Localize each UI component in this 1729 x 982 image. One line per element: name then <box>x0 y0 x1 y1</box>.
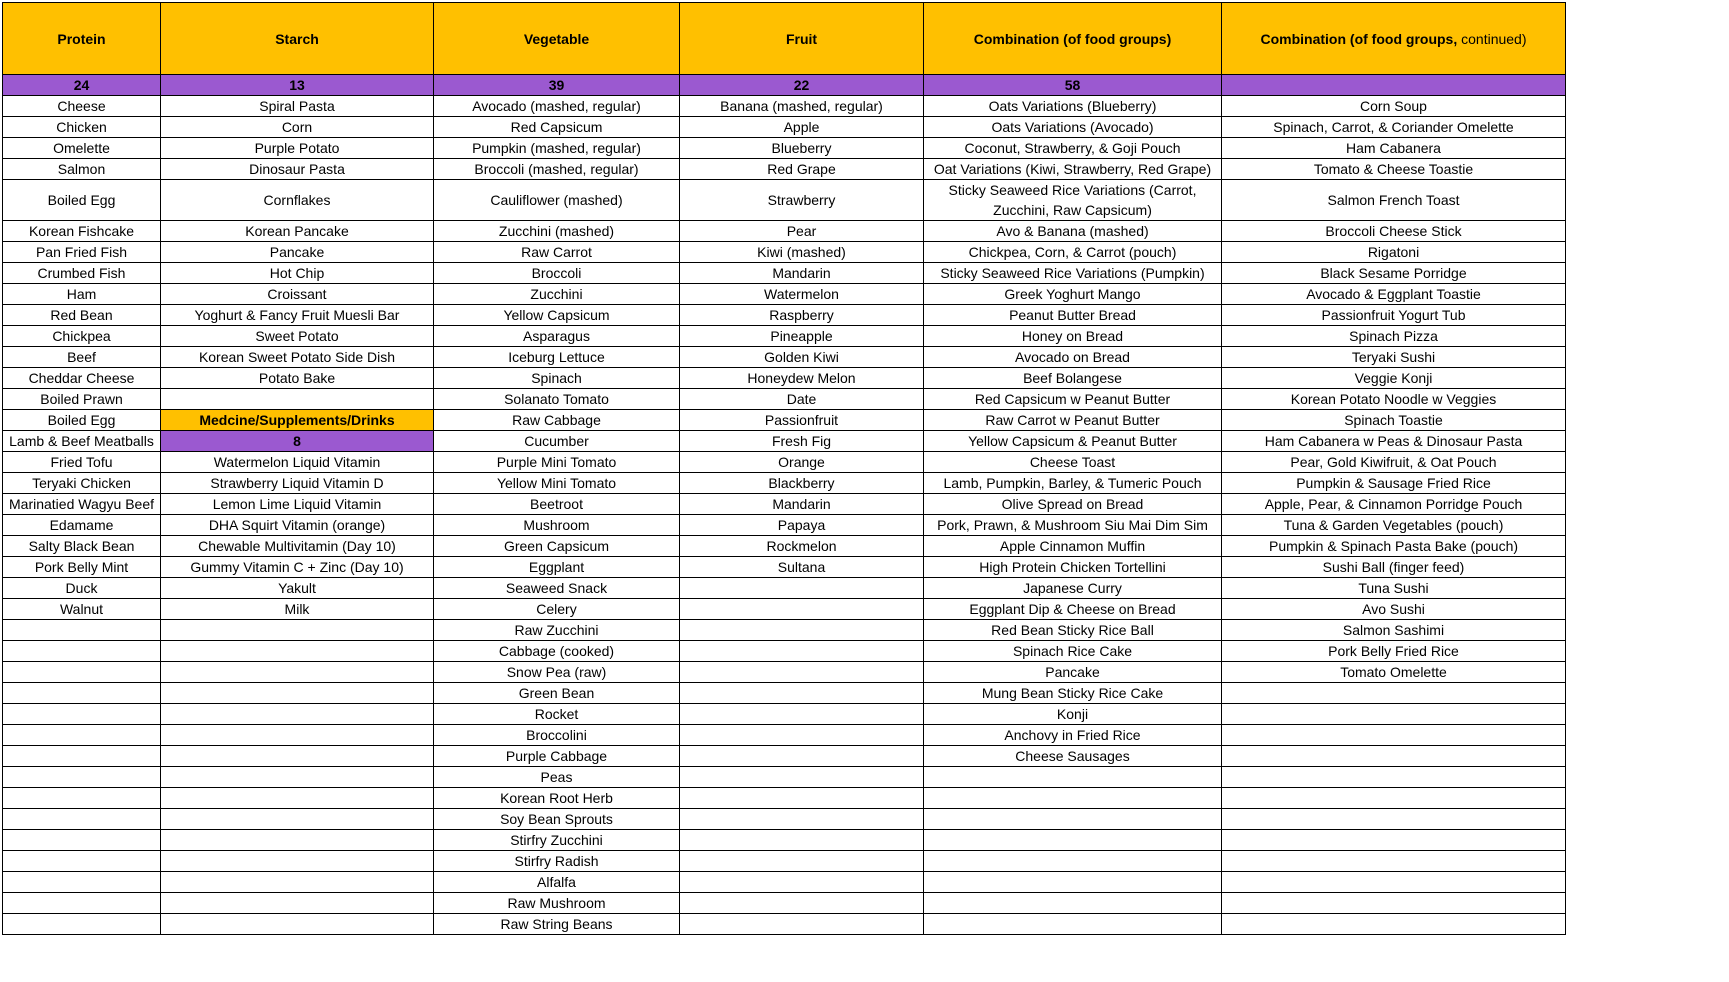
table-row <box>3 326 1566 347</box>
cell-combo[interactable]: Cheese Toast <box>924 452 1222 473</box>
cell-starch[interactable]: Spiral Pasta <box>161 96 434 117</box>
cell-vegetable[interactable]: Broccoli (mashed, regular) <box>434 159 680 180</box>
cell-combo2[interactable] <box>1222 851 1566 872</box>
cell-protein[interactable]: Chicken <box>3 117 161 138</box>
header-combination-continued[interactable] <box>1222 3 1566 75</box>
cell-combo2[interactable] <box>1222 746 1566 767</box>
cell-combo2[interactable]: Broccoli Cheese Stick <box>1222 221 1566 242</box>
cell-combo2[interactable]: Spinach Toastie <box>1222 410 1566 431</box>
cell-starch[interactable]: Sweet Potato <box>161 326 434 347</box>
cell-supplements[interactable]: DHA Squirt Vitamin (orange) <box>161 515 434 536</box>
table-row <box>3 788 1566 809</box>
cell-fruit[interactable]: Watermelon <box>680 284 924 305</box>
table-row <box>3 578 1566 599</box>
cell-vegetable[interactable]: Broccolini <box>434 725 680 746</box>
cell-combo2[interactable] <box>1222 809 1566 830</box>
cell-vegetable[interactable]: Beetroot <box>434 494 680 515</box>
cell-combo2[interactable]: Ham Cabanera <box>1222 138 1566 159</box>
cell-vegetable[interactable]: Yellow Capsicum <box>434 305 680 326</box>
cell-combo[interactable]: Yellow Capsicum & Peanut Butter <box>924 431 1222 452</box>
cell-protein[interactable]: Boiled Egg <box>3 180 161 221</box>
supplements-header[interactable]: Medcine/Supplements/Drinks <box>161 410 434 431</box>
table-row <box>3 347 1566 368</box>
cell-combo2[interactable]: Passionfruit Yogurt Tub <box>1222 305 1566 326</box>
cell-fruit[interactable]: Sultana <box>680 557 924 578</box>
cell-fruit[interactable]: Date <box>680 389 924 410</box>
cell-fruit[interactable]: Banana (mashed, regular) <box>680 96 924 117</box>
table-row <box>3 620 1566 641</box>
cell-vegetable[interactable]: Purple Cabbage <box>434 746 680 767</box>
cell-fruit[interactable]: Orange <box>680 452 924 473</box>
cell-protein[interactable]: Marinatied Wagyu Beef <box>3 494 161 515</box>
cell-protein[interactable]: Crumbed Fish <box>3 263 161 284</box>
cell-starch[interactable] <box>161 389 434 410</box>
cell-combo2[interactable]: Spinach Pizza <box>1222 326 1566 347</box>
table-row <box>3 683 1566 704</box>
cell-vegetable[interactable]: Korean Root Herb <box>434 788 680 809</box>
cell-combo2[interactable]: Salmon Sashimi <box>1222 620 1566 641</box>
cell-starch[interactable]: Croissant <box>161 284 434 305</box>
cell-starch[interactable]: Potato Bake <box>161 368 434 389</box>
cell-combo[interactable]: Oat Variations (Kiwi, Strawberry, Red Grape) <box>924 159 1222 180</box>
cell-combo[interactable]: Greek Yoghurt Mango <box>924 284 1222 305</box>
cell-fruit[interactable]: Fresh Fig <box>680 431 924 452</box>
cell-protein[interactable]: Walnut <box>3 599 161 620</box>
cell-combo2[interactable]: Korean Potato Noodle w Veggies <box>1222 389 1566 410</box>
header-protein[interactable]: Protein <box>3 3 161 75</box>
cell-combo2[interactable]: Pumpkin & Spinach Pasta Bake (pouch) <box>1222 536 1566 557</box>
cell-fruit[interactable] <box>680 893 924 914</box>
cell-combo[interactable]: Coconut, Strawberry, & Goji Pouch <box>924 138 1222 159</box>
cell-starch[interactable] <box>161 788 434 809</box>
cell-vegetable[interactable]: Celery <box>434 599 680 620</box>
cell-protein[interactable]: Salty Black Bean <box>3 536 161 557</box>
food-groups-table <box>2 2 1566 935</box>
cell-fruit[interactable]: Golden Kiwi <box>680 347 924 368</box>
cell-fruit[interactable] <box>680 830 924 851</box>
cell-combo[interactable] <box>924 788 1222 809</box>
cell-combo2[interactable]: Tuna & Garden Vegetables (pouch) <box>1222 515 1566 536</box>
cell-combo[interactable]: Honey on Bread <box>924 326 1222 347</box>
table-row <box>3 746 1566 767</box>
cell-supplements[interactable]: Milk <box>161 599 434 620</box>
cell-starch[interactable] <box>161 830 434 851</box>
cell-protein[interactable]: Boiled Prawn <box>3 389 161 410</box>
cell-combo2[interactable] <box>1222 893 1566 914</box>
cell-combo[interactable]: Avocado on Bread <box>924 347 1222 368</box>
cell-vegetable[interactable]: Stirfry Radish <box>434 851 680 872</box>
cell-vegetable[interactable]: Raw Zucchini <box>434 620 680 641</box>
cell-combo2[interactable] <box>1222 704 1566 725</box>
cell-combo2[interactable]: Tuna Sushi <box>1222 578 1566 599</box>
cell-vegetable[interactable]: Pumpkin (mashed, regular) <box>434 138 680 159</box>
cell-combo2[interactable]: Veggie Konji <box>1222 368 1566 389</box>
cell-combo[interactable]: Pork, Prawn, & Mushroom Siu Mai Dim Sim <box>924 515 1222 536</box>
cell-fruit[interactable]: Strawberry <box>680 180 924 221</box>
cell-fruit[interactable]: Papaya <box>680 515 924 536</box>
cell-starch[interactable]: Corn <box>161 117 434 138</box>
cell-supplements[interactable]: Gummy Vitamin C + Zinc (Day 10) <box>161 557 434 578</box>
cell-combo[interactable]: Konji <box>924 704 1222 725</box>
cell-protein[interactable] <box>3 725 161 746</box>
cell-starch[interactable] <box>161 620 434 641</box>
cell-vegetable[interactable]: Red Capsicum <box>434 117 680 138</box>
cell-fruit[interactable]: Apple <box>680 117 924 138</box>
table-row <box>3 305 1566 326</box>
cell-protein[interactable] <box>3 851 161 872</box>
cell-combo[interactable] <box>924 893 1222 914</box>
table-row <box>3 410 1566 431</box>
cell-supplements[interactable]: Chewable Multivitamin (Day 10) <box>161 536 434 557</box>
cell-combo[interactable] <box>924 872 1222 893</box>
count-protein[interactable]: 24 <box>3 75 161 96</box>
cell-combo2[interactable]: Rigatoni <box>1222 242 1566 263</box>
cell-combo[interactable]: Anchovy in Fried Rice <box>924 725 1222 746</box>
cell-protein[interactable] <box>3 767 161 788</box>
cell-vegetable[interactable]: Stirfry Zucchini <box>434 830 680 851</box>
cell-fruit[interactable] <box>680 788 924 809</box>
cell-vegetable[interactable]: Zucchini <box>434 284 680 305</box>
cell-combo[interactable] <box>924 914 1222 935</box>
cell-combo2[interactable]: Corn Soup <box>1222 96 1566 117</box>
table-row <box>3 221 1566 242</box>
cell-combo2[interactable]: Salmon French Toast <box>1222 180 1566 221</box>
cell-fruit[interactable] <box>680 767 924 788</box>
cell-starch[interactable]: Dinosaur Pasta <box>161 159 434 180</box>
cell-starch[interactable]: Cornflakes <box>161 180 434 221</box>
cell-vegetable[interactable]: Rocket <box>434 704 680 725</box>
table-row <box>3 284 1566 305</box>
cell-vegetable[interactable]: Alfalfa <box>434 872 680 893</box>
cell-vegetable[interactable]: Yellow Mini Tomato <box>434 473 680 494</box>
cell-protein[interactable]: Cheddar Cheese <box>3 368 161 389</box>
cell-combo[interactable] <box>924 851 1222 872</box>
cell-combo[interactable]: Red Bean Sticky Rice Ball <box>924 620 1222 641</box>
table-row <box>3 515 1566 536</box>
cell-vegetable[interactable]: Peas <box>434 767 680 788</box>
cell-combo2[interactable]: Pear, Gold Kiwifruit, & Oat Pouch <box>1222 452 1566 473</box>
cell-protein[interactable]: Salmon <box>3 159 161 180</box>
cell-protein[interactable]: Cheese <box>3 96 161 117</box>
count-row <box>3 75 1566 96</box>
cell-starch[interactable] <box>161 851 434 872</box>
cell-fruit[interactable] <box>680 746 924 767</box>
cell-vegetable[interactable]: Raw Carrot <box>434 242 680 263</box>
cell-combo[interactable]: Raw Carrot w Peanut Butter <box>924 410 1222 431</box>
cell-vegetable[interactable]: Raw Cabbage <box>434 410 680 431</box>
cell-starch[interactable] <box>161 914 434 935</box>
table-row <box>3 96 1566 117</box>
cell-combo2[interactable]: Tomato & Cheese Toastie <box>1222 159 1566 180</box>
table-row <box>3 389 1566 410</box>
cell-starch[interactable] <box>161 746 434 767</box>
cell-protein[interactable] <box>3 809 161 830</box>
cell-fruit[interactable] <box>680 620 924 641</box>
table-row <box>3 599 1566 620</box>
cell-vegetable[interactable]: Mushroom <box>434 515 680 536</box>
cell-vegetable[interactable]: Solanato Tomato <box>434 389 680 410</box>
cell-starch[interactable] <box>161 809 434 830</box>
count-combination[interactable]: 58 <box>924 75 1222 96</box>
table-row <box>3 159 1566 180</box>
cell-starch[interactable] <box>161 662 434 683</box>
cell-fruit[interactable] <box>680 704 924 725</box>
table-row <box>3 242 1566 263</box>
header-combination[interactable]: Combination (of food groups) <box>924 3 1222 75</box>
cell-fruit[interactable] <box>680 872 924 893</box>
cell-protein[interactable] <box>3 788 161 809</box>
cell-combo[interactable]: Sticky Seaweed Rice Variations (Carrot, Zucchini, Raw Capsicum) <box>924 180 1222 221</box>
cell-supplements[interactable]: Yakult <box>161 578 434 599</box>
cell-starch[interactable] <box>161 725 434 746</box>
cell-vegetable[interactable]: Green Capsicum <box>434 536 680 557</box>
cell-combo[interactable]: Mung Bean Sticky Rice Cake <box>924 683 1222 704</box>
cell-protein[interactable] <box>3 872 161 893</box>
cell-fruit[interactable] <box>680 578 924 599</box>
cell-protein[interactable]: Fried Tofu <box>3 452 161 473</box>
table-row <box>3 704 1566 725</box>
cell-fruit[interactable] <box>680 599 924 620</box>
header-vegetable[interactable]: Vegetable <box>434 3 680 75</box>
table-row <box>3 263 1566 284</box>
cell-combo2[interactable] <box>1222 788 1566 809</box>
cell-starch[interactable] <box>161 767 434 788</box>
table-row <box>3 809 1566 830</box>
cell-combo[interactable]: Red Capsicum w Peanut Butter <box>924 389 1222 410</box>
cell-fruit[interactable]: Honeydew Melon <box>680 368 924 389</box>
cell-fruit[interactable]: Mandarin <box>680 494 924 515</box>
cell-protein[interactable]: Korean Fishcake <box>3 221 161 242</box>
cell-combo[interactable] <box>924 830 1222 851</box>
table-row <box>3 557 1566 578</box>
cell-combo2[interactable] <box>1222 914 1566 935</box>
cell-fruit[interactable]: Raspberry <box>680 305 924 326</box>
cell-fruit[interactable]: Pineapple <box>680 326 924 347</box>
cell-fruit[interactable] <box>680 662 924 683</box>
cell-starch[interactable]: Hot Chip <box>161 263 434 284</box>
cell-combo[interactable]: Oats Variations (Blueberry) <box>924 96 1222 117</box>
table-row <box>3 662 1566 683</box>
table-row <box>3 914 1566 935</box>
cell-combo[interactable]: Beef Bolangese <box>924 368 1222 389</box>
cell-combo[interactable]: Eggplant Dip & Cheese on Bread <box>924 599 1222 620</box>
cell-vegetable[interactable]: Raw String Beans <box>434 914 680 935</box>
table-row <box>3 138 1566 159</box>
header-combination-continued-suffix: continued) <box>1457 30 1527 47</box>
cell-combo[interactable]: Spinach Rice Cake <box>924 641 1222 662</box>
header-starch[interactable]: Starch <box>161 3 434 75</box>
cell-fruit[interactable]: Blackberry <box>680 473 924 494</box>
cell-protein[interactable] <box>3 704 161 725</box>
table-row <box>3 431 1566 452</box>
cell-combo[interactable]: Chickpea, Corn, & Carrot (pouch) <box>924 242 1222 263</box>
cell-protein[interactable]: Edamame <box>3 515 161 536</box>
cell-vegetable[interactable]: Cauliflower (mashed) <box>434 180 680 221</box>
cell-fruit[interactable] <box>680 641 924 662</box>
cell-fruit[interactable]: Passionfruit <box>680 410 924 431</box>
table-row <box>3 767 1566 788</box>
table-row <box>3 851 1566 872</box>
cell-protein[interactable]: Omelette <box>3 138 161 159</box>
cell-combo[interactable]: High Protein Chicken Tortellini <box>924 557 1222 578</box>
cell-protein[interactable] <box>3 746 161 767</box>
cell-combo2[interactable]: Sushi Ball (finger feed) <box>1222 557 1566 578</box>
cell-starch[interactable] <box>161 872 434 893</box>
cell-combo2[interactable]: Avocado & Eggplant Toastie <box>1222 284 1566 305</box>
cell-protein[interactable]: Beef <box>3 347 161 368</box>
cell-vegetable[interactable]: Green Bean <box>434 683 680 704</box>
cell-vegetable[interactable]: Avocado (mashed, regular) <box>434 96 680 117</box>
cell-protein[interactable] <box>3 620 161 641</box>
cell-protein[interactable]: Red Bean <box>3 305 161 326</box>
table-row <box>3 368 1566 389</box>
cell-fruit[interactable] <box>680 809 924 830</box>
cell-combo2[interactable]: Pumpkin & Sausage Fried Rice <box>1222 473 1566 494</box>
table-row <box>3 641 1566 662</box>
count-starch[interactable]: 13 <box>161 75 434 96</box>
count-combination-continued[interactable] <box>1222 75 1566 96</box>
cell-vegetable[interactable]: Broccoli <box>434 263 680 284</box>
cell-combo[interactable] <box>924 809 1222 830</box>
cell-starch[interactable] <box>161 641 434 662</box>
cell-vegetable[interactable]: Asparagus <box>434 326 680 347</box>
cell-combo2[interactable] <box>1222 830 1566 851</box>
cell-protein[interactable] <box>3 893 161 914</box>
cell-vegetable[interactable]: Snow Pea (raw) <box>434 662 680 683</box>
cell-fruit[interactable] <box>680 683 924 704</box>
cell-combo[interactable] <box>924 767 1222 788</box>
cell-combo2[interactable]: Tomato Omelette <box>1222 662 1566 683</box>
cell-combo[interactable]: Olive Spread on Bread <box>924 494 1222 515</box>
cell-combo2[interactable]: Spinach, Carrot, & Coriander Omelette <box>1222 117 1566 138</box>
cell-combo2[interactable]: Black Sesame Porridge <box>1222 263 1566 284</box>
cell-vegetable[interactable]: Zucchini (mashed) <box>434 221 680 242</box>
cell-starch[interactable]: Korean Pancake <box>161 221 434 242</box>
count-fruit[interactable]: 22 <box>680 75 924 96</box>
cell-starch[interactable] <box>161 893 434 914</box>
table-row <box>3 494 1566 515</box>
cell-starch[interactable]: Pancake <box>161 242 434 263</box>
cell-protein[interactable]: Pork Belly Mint <box>3 557 161 578</box>
header-combination-continued-main: Combination (of food groups, <box>1260 30 1458 47</box>
cell-fruit[interactable]: Pear <box>680 221 924 242</box>
cell-protein[interactable] <box>3 830 161 851</box>
cell-vegetable[interactable]: Soy Bean Sprouts <box>434 809 680 830</box>
cell-fruit[interactable] <box>680 725 924 746</box>
cell-vegetable[interactable]: Eggplant <box>434 557 680 578</box>
cell-combo2[interactable] <box>1222 767 1566 788</box>
cell-protein[interactable]: Chickpea <box>3 326 161 347</box>
cell-vegetable[interactable]: Cucumber <box>434 431 680 452</box>
cell-vegetable[interactable]: Cabbage (cooked) <box>434 641 680 662</box>
header-fruit[interactable]: Fruit <box>680 3 924 75</box>
cell-combo[interactable]: Japanese Curry <box>924 578 1222 599</box>
cell-combo2[interactable]: Avo Sushi <box>1222 599 1566 620</box>
cell-vegetable[interactable]: Raw Mushroom <box>434 893 680 914</box>
cell-protein[interactable]: Teryaki Chicken <box>3 473 161 494</box>
table-row <box>3 872 1566 893</box>
cell-fruit[interactable]: Rockmelon <box>680 536 924 557</box>
cell-fruit[interactable]: Kiwi (mashed) <box>680 242 924 263</box>
cell-starch[interactable] <box>161 683 434 704</box>
cell-protein[interactable]: Lamb & Beef Meatballs <box>3 431 161 452</box>
cell-combo2[interactable]: Ham Cabanera w Peas & Dinosaur Pasta <box>1222 431 1566 452</box>
cell-combo2[interactable]: Pork Belly Fried Rice <box>1222 641 1566 662</box>
cell-protein[interactable] <box>3 662 161 683</box>
cell-combo2[interactable]: Teryaki Sushi <box>1222 347 1566 368</box>
table-row <box>3 180 1566 221</box>
cell-vegetable[interactable]: Purple Mini Tomato <box>434 452 680 473</box>
cell-starch[interactable]: Yoghurt & Fancy Fruit Muesli Bar <box>161 305 434 326</box>
cell-combo[interactable]: Sticky Seaweed Rice Variations (Pumpkin) <box>924 263 1222 284</box>
cell-vegetable[interactable]: Iceburg Lettuce <box>434 347 680 368</box>
table-row <box>3 452 1566 473</box>
cell-protein[interactable]: Ham <box>3 284 161 305</box>
cell-supplements[interactable]: Lemon Lime Liquid Vitamin <box>161 494 434 515</box>
cell-protein[interactable]: Pan Fried Fish <box>3 242 161 263</box>
cell-protein[interactable]: Boiled Egg <box>3 410 161 431</box>
table-row <box>3 725 1566 746</box>
cell-vegetable[interactable]: Spinach <box>434 368 680 389</box>
cell-starch[interactable] <box>161 704 434 725</box>
cell-starch[interactable]: Korean Sweet Potato Side Dish <box>161 347 434 368</box>
cell-combo[interactable]: Avo & Banana (mashed) <box>924 221 1222 242</box>
cell-combo[interactable]: Peanut Butter Bread <box>924 305 1222 326</box>
cell-combo[interactable]: Lamb, Pumpkin, Barley, & Tumeric Pouch <box>924 473 1222 494</box>
cell-combo[interactable]: Pancake <box>924 662 1222 683</box>
cell-vegetable[interactable]: Seaweed Snack <box>434 578 680 599</box>
cell-fruit[interactable] <box>680 914 924 935</box>
cell-combo2[interactable] <box>1222 683 1566 704</box>
table-row <box>3 117 1566 138</box>
cell-fruit[interactable] <box>680 851 924 872</box>
count-vegetable[interactable]: 39 <box>434 75 680 96</box>
supplements-count[interactable]: 8 <box>161 431 434 452</box>
cell-combo[interactable]: Apple Cinnamon Muffin <box>924 536 1222 557</box>
cell-combo2[interactable] <box>1222 725 1566 746</box>
table-row <box>3 473 1566 494</box>
cell-protein[interactable]: Duck <box>3 578 161 599</box>
cell-fruit[interactable]: Red Grape <box>680 159 924 180</box>
cell-combo[interactable]: Cheese Sausages <box>924 746 1222 767</box>
table-row <box>3 893 1566 914</box>
header-row <box>3 3 1566 75</box>
cell-supplements[interactable]: Watermelon Liquid Vitamin <box>161 452 434 473</box>
cell-supplements[interactable]: Strawberry Liquid Vitamin D <box>161 473 434 494</box>
cell-protein[interactable] <box>3 914 161 935</box>
cell-fruit[interactable]: Mandarin <box>680 263 924 284</box>
cell-combo2[interactable]: Apple, Pear, & Cinnamon Porridge Pouch <box>1222 494 1566 515</box>
cell-protein[interactable] <box>3 683 161 704</box>
cell-protein[interactable] <box>3 641 161 662</box>
table-row <box>3 830 1566 851</box>
cell-fruit[interactable]: Blueberry <box>680 138 924 159</box>
table-row <box>3 536 1566 557</box>
cell-combo2[interactable] <box>1222 872 1566 893</box>
cell-starch[interactable]: Purple Potato <box>161 138 434 159</box>
cell-combo[interactable]: Oats Variations (Avocado) <box>924 117 1222 138</box>
